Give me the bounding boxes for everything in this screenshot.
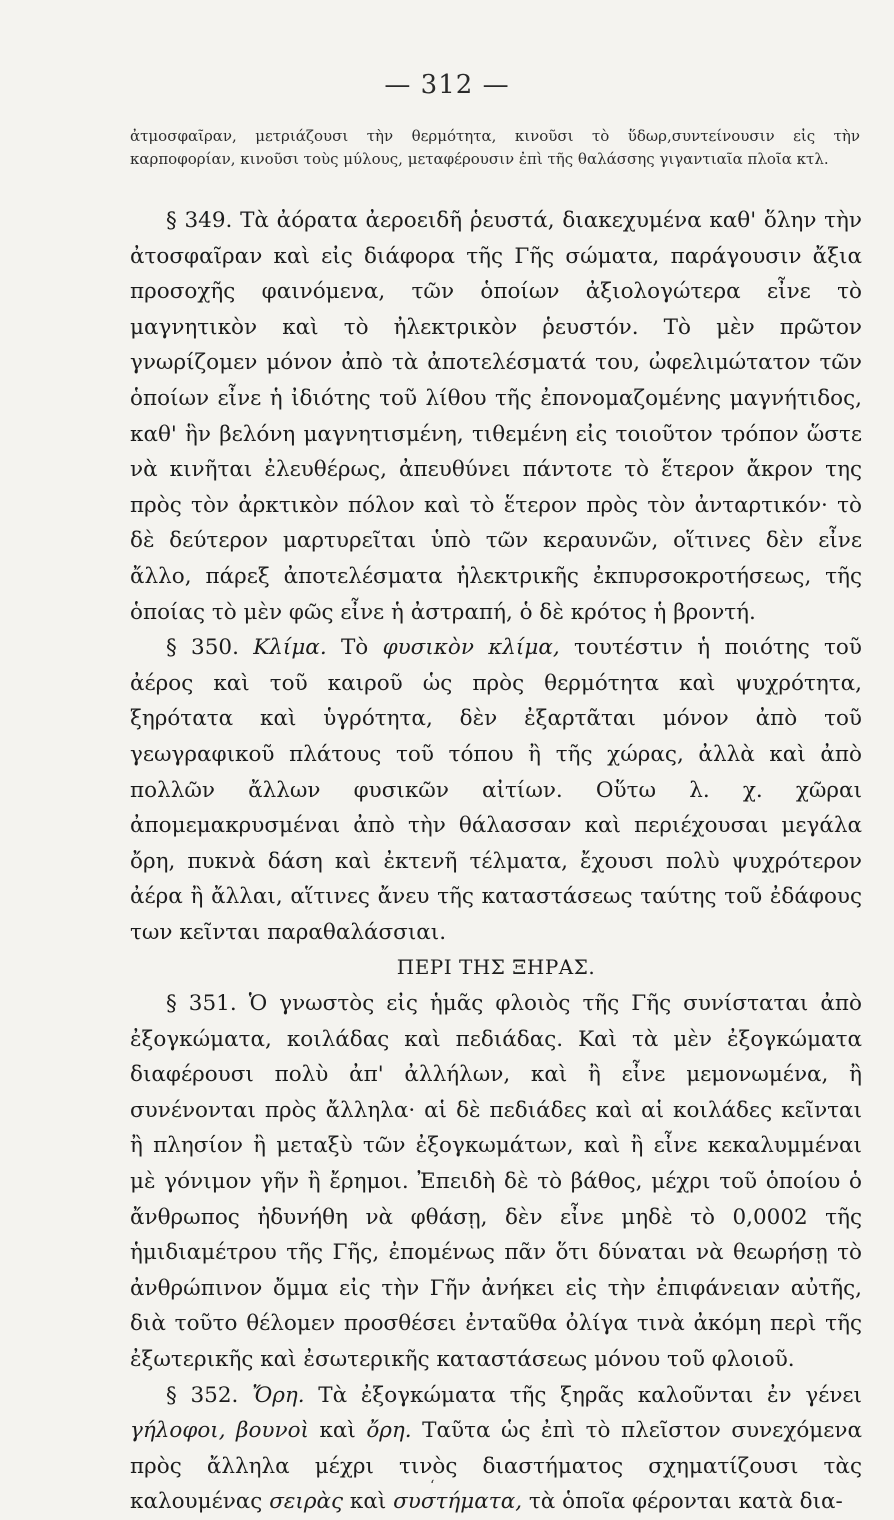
section-text: καὶ bbox=[349, 1489, 387, 1515]
section-title: Κλίμα. bbox=[253, 635, 327, 661]
section-349 bbox=[130, 203, 862, 630]
intro-text: ἀτμοσφαῖραν, μετριάζουσι τὴν θερμότητα, κινοῦσι τὸ ὕδωρ,συντείνουσιν εἰς τὴν καρποφορίαν, κινοῦσι τοὺς μύλους, μεταφέρουσιν ἐπὶ τῆς θαλάσσης γιγαντιαῖα πλοῖα κτλ. bbox=[130, 127, 860, 168]
section-number: § 351. bbox=[166, 991, 237, 1017]
section-term: γήλοφοι, βουνοὶ bbox=[130, 1418, 309, 1444]
intro-continuation bbox=[130, 125, 860, 171]
page-number: — 312 — bbox=[384, 70, 510, 100]
section-term: ὄρη. bbox=[366, 1418, 412, 1444]
section-text: Τὰ ἐξογκώματα τῆς ξηρᾶς καλοῦνται ἐν γένει bbox=[318, 1382, 862, 1408]
section-text: τουτέστιν ἡ ποιότης τοῦ ἀέρος καὶ τοῦ καιροῦ ὡς πρὸς θερμότητα καὶ ψυχρότητα, ξηρότατα καὶ ὑγρότητα, δὲν ἐξαρτᾶται μόνον ἀπὸ τοῦ γεωγραφικοῦ πλάτους τοῦ τόπου ἢ τῆς χώρας, ἀλλὰ καὶ ἀπὸ πολλῶν ἄλλων φυσικῶν αἰτίων. Οὕτω λ. χ. χῶραι ἀπομεμακρυσμέναι ἀπὸ τὴν θάλασσαν καὶ περιέχουσαι μεγάλα ὄρη, πυκνὰ δάση καὶ ἐκτενῆ τέλματα, ἔχουσι πολὺ ψυχρότερον ἀέρα ἢ ἄλλαι, αἵτινες ἄνευ τῆς καταστάσεως ταύτης τοῦ ἐδάφους των κεῖνται παραθαλάσσιαι. bbox=[130, 635, 862, 945]
section-number: § 352. bbox=[166, 1382, 239, 1408]
page-body bbox=[130, 203, 862, 1520]
section-title: Ὄρη. bbox=[252, 1382, 305, 1408]
section-text: καὶ bbox=[319, 1418, 356, 1444]
section-text: Ὁ γνωστὸς εἰς ἡμᾶς φλοιὸς τῆς Γῆς συνίσταται ἀπὸ ἐξογκώματα, κοιλάδας καὶ πεδιάδας. Καὶ τὰ μὲν ἐξογκώματα διαφέρουσι πολὺ ἀπ' ἀλλήλων, καὶ ἢ εἶνε μεμονωμένα, ἢ συνένονται πρὸς ἄλληλα· αἱ δὲ πεδιάδες καὶ αἱ κοιλάδες κεῖνται ἢ πλησίον ἢ μεταξὺ τῶν ἐξογκωμάτων, καὶ ἢ εἶνε κεκαλυμμέναι μὲ γόνιμον γῆν ἢ ἔρημοι. Ἐπειδὴ δὲ τὸ βάθος, μέχρι τοῦ ὁποίου ὁ ἄνθρωπος ἠδυνήθη νὰ φθάσῃ, δὲν εἶνε μηδὲ τὸ 0,0002 τῆς ἡμιδιαμέτρου τῆς Γῆς, ἐπομένως πᾶν ὅτι δύναται νὰ θεωρήσῃ τὸ ἀνθρώπινον ὄμμα εἰς τὴν Γῆν ἀνήκει εἰς τὴν ἐπιφάνειαν αὐτῆς, διὰ τοῦτο θέλομεν προσθέσει ἐνταῦθα ὀλίγα τινὰ ἀκόμη περὶ τῆς ἐξωτερικῆς καὶ ἐσωτερικῆς καταστάσεως μόνου τοῦ φλοιοῦ. bbox=[130, 991, 862, 1372]
section-number: § 350. bbox=[166, 635, 239, 661]
section-352 bbox=[130, 1378, 862, 1520]
section-351 bbox=[130, 986, 862, 1378]
section-text: Ταῦτα ὡς ἐπὶ τὸ πλεῖστον συνεχόμενα πρὸς ἄλληλα μέχρι τινὸς διαστήματος σχηματίζουσι τὰς καλουμένας bbox=[130, 1418, 862, 1515]
section-number: § 349. bbox=[166, 208, 233, 233]
section-text: τὰ ὁποῖα φέρονται κατὰ δια- bbox=[528, 1489, 843, 1515]
footer-mark: ʻ bbox=[430, 1478, 435, 1494]
section-term: σειρὰς bbox=[269, 1489, 344, 1515]
section-term: φυσικὸν κλίμα, bbox=[382, 635, 560, 661]
section-heading: ΠΕΡΙ ΤΗΣ ΞΗΡΑΣ. bbox=[396, 955, 596, 980]
section-text: Τὸ bbox=[340, 635, 369, 661]
section-term: συστήματα, bbox=[393, 1489, 523, 1515]
section-350 bbox=[130, 630, 862, 950]
section-text: Τὰ ἀόρατα ἀεροειδῆ ῥευστά, διακεχυμένα καθ' ὅλην τὴν ἀτοσφαῖραν καὶ εἰς διάφορα τῆς Γῆς σώματα, παράγουσιν ἄξια προσοχῆς φαινόμενα, τῶν ὁποίων ἀξιολογώτερα εἶνε τὸ μαγνητικὸν καὶ τὸ ἠλεκτρικὸν ῥευστόν. Τὸ μὲν πρῶτον γνωρίζομεν μόνον ἀπὸ τὰ ἀποτελέσματά του, ὠφελιμώτατον τῶν ὁποίων εἶνε ἡ ἰδιότης τοῦ λίθου τῆς ἐπονομαζομένης μαγνήτιδος, καθ' ἣν βελόνη μαγνητισμένη, τιθεμένη εἰς τοιοῦτον τρόπον ὥστε νὰ κινῆται ἐλευθέρως, ἀπευθύνει πάντοτε τὸ ἕτερον ἄκρον της πρὸς τὸν ἀρκτικὸν πόλον καὶ τὸ ἕτερον πρὸς τὸν ἀνταρτικόν· τὸ δὲ δεύτερον μαρτυρεῖται ὑπὸ τῶν κεραυνῶν, οἵτινες δὲν εἶνε ἄλλο, πάρεξ ἀποτελέσματα ἠλεκτρικῆς ἐκπυρσοκροτήσεως, τῆς ὁποίας τὸ μὲν φῶς εἶνε ἡ ἀστραπή, ὁ δὲ κρότος ἡ βροντή. bbox=[130, 208, 862, 625]
